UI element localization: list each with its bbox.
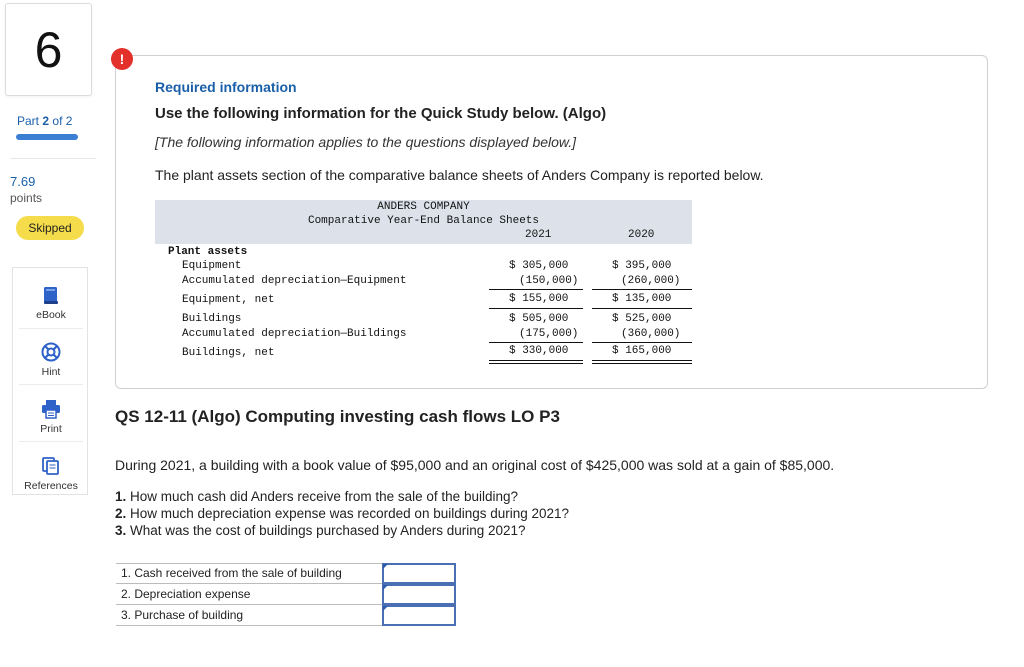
cell-2020: $ 165,000	[612, 345, 672, 357]
answer-row	[116, 605, 456, 626]
subtotal-rule	[489, 342, 583, 343]
answer-label: 3. Purchase of building	[116, 605, 382, 626]
column-header-2021: 2021	[525, 229, 552, 241]
cell-2020: $ 525,000	[612, 313, 672, 325]
subtotal-rule	[592, 308, 692, 309]
alert-icon: !	[111, 48, 133, 70]
subtotal-rule	[489, 308, 583, 309]
question-item	[115, 506, 569, 521]
depreciation-expense-input[interactable]	[382, 584, 456, 605]
row-label: Buildings, net	[182, 347, 275, 359]
cell-2021: $ 505,000	[509, 313, 569, 325]
cash-received-input[interactable]	[382, 563, 456, 584]
cell-2021: (175,000)	[519, 328, 579, 340]
question-number: 6	[34, 21, 63, 78]
row-label: Equipment, net	[182, 294, 275, 306]
hint-icon	[41, 341, 61, 363]
part-progress-bar	[16, 134, 78, 140]
hint-label: Hint	[41, 366, 61, 378]
part-indicator	[17, 114, 72, 128]
section-heading: Plant assets	[168, 246, 248, 258]
tool-divider	[19, 441, 83, 442]
statement-title: Comparative Year-End Balance Sheets	[307, 215, 540, 227]
subtotal-rule	[592, 289, 692, 290]
cell-2020: $ 395,000	[612, 260, 672, 272]
question-item-text: What was the cost of buildings purchased by Anders during 2021?	[130, 523, 526, 538]
row-label: Equipment	[182, 260, 242, 272]
tool-divider	[19, 328, 83, 329]
question-item	[115, 489, 518, 504]
question-item	[115, 523, 526, 538]
total-double-rule	[592, 363, 692, 364]
question-body: During 2021, a building with a book value of $95,000 and an original cost of $425,000 was sold at a gain of $85,000.	[115, 457, 835, 473]
references-label: References	[24, 480, 78, 492]
row-label: Buildings	[182, 313, 242, 325]
question-title: QS 12-11 (Algo) Computing investing cash flows LO P3	[115, 407, 560, 426]
print-icon	[41, 398, 61, 420]
total-double-rule	[489, 363, 583, 364]
references-icon	[41, 455, 61, 477]
tools-panel	[12, 267, 88, 495]
subtotal-rule	[592, 342, 692, 343]
cell-2020: (260,000)	[621, 275, 681, 287]
question-item-text: How much cash did Anders receive from the sale of the building?	[130, 489, 518, 504]
balance-sheet-header	[155, 200, 692, 244]
hint-button[interactable]	[13, 333, 89, 389]
row-label: Accumulated depreciation—Buildings	[182, 328, 407, 340]
answer-label: 1. Cash received from the sale of building	[116, 563, 382, 584]
company-name: ANDERS COMPANY	[377, 201, 470, 213]
rail-divider	[10, 158, 96, 159]
references-button[interactable]	[13, 447, 89, 503]
question-item-number: 1.	[115, 489, 127, 504]
cell-2020: (360,000)	[621, 328, 681, 340]
answer-row	[116, 563, 456, 584]
purchase-of-building-input[interactable]	[382, 605, 456, 626]
status-badge: Skipped	[16, 216, 84, 240]
total-double-rule	[489, 360, 583, 361]
column-header-2020: 2020	[628, 229, 655, 241]
balance-sheet-table	[155, 200, 692, 366]
tool-divider	[19, 384, 83, 385]
print-button[interactable]	[13, 390, 89, 446]
question-number-box	[5, 3, 92, 96]
ebook-icon	[43, 284, 59, 306]
print-label: Print	[40, 423, 62, 435]
use-info-heading: Use the following information for the Quick Study below. (Algo)	[155, 105, 607, 122]
question-item-number: 3.	[115, 523, 127, 538]
part-current: 2	[42, 114, 50, 128]
answer-row	[116, 584, 456, 605]
required-info-title: Required information	[155, 79, 297, 95]
ebook-label: eBook	[36, 309, 66, 321]
total-double-rule	[592, 360, 692, 361]
applies-note: [The following information applies to the questions displayed below.]	[155, 134, 577, 150]
question-item-text: How much depreciation expense was recorded on buildings during 2021?	[130, 506, 570, 521]
part-prefix: Part	[17, 114, 40, 128]
cell-2020: $ 135,000	[612, 293, 672, 305]
answer-table	[116, 563, 456, 627]
part-sep: of	[52, 114, 63, 128]
row-label: Accumulated depreciation—Equipment	[182, 275, 407, 287]
plant-assets-intro: The plant assets section of the comparative balance sheets of Anders Company is reported below.	[155, 167, 764, 183]
ebook-button[interactable]	[13, 276, 89, 332]
points-label: points	[10, 191, 43, 205]
cell-2021: (150,000)	[519, 275, 579, 287]
cell-2021: $ 155,000	[509, 293, 569, 305]
cell-2021: $ 305,000	[509, 260, 569, 272]
part-total: 2	[65, 114, 73, 128]
answer-label: 2. Depreciation expense	[116, 584, 382, 605]
question-item-number: 2.	[115, 506, 127, 521]
cell-2021: $ 330,000	[509, 345, 569, 357]
points-value: 7.69	[10, 174, 36, 189]
subtotal-rule	[489, 289, 583, 290]
